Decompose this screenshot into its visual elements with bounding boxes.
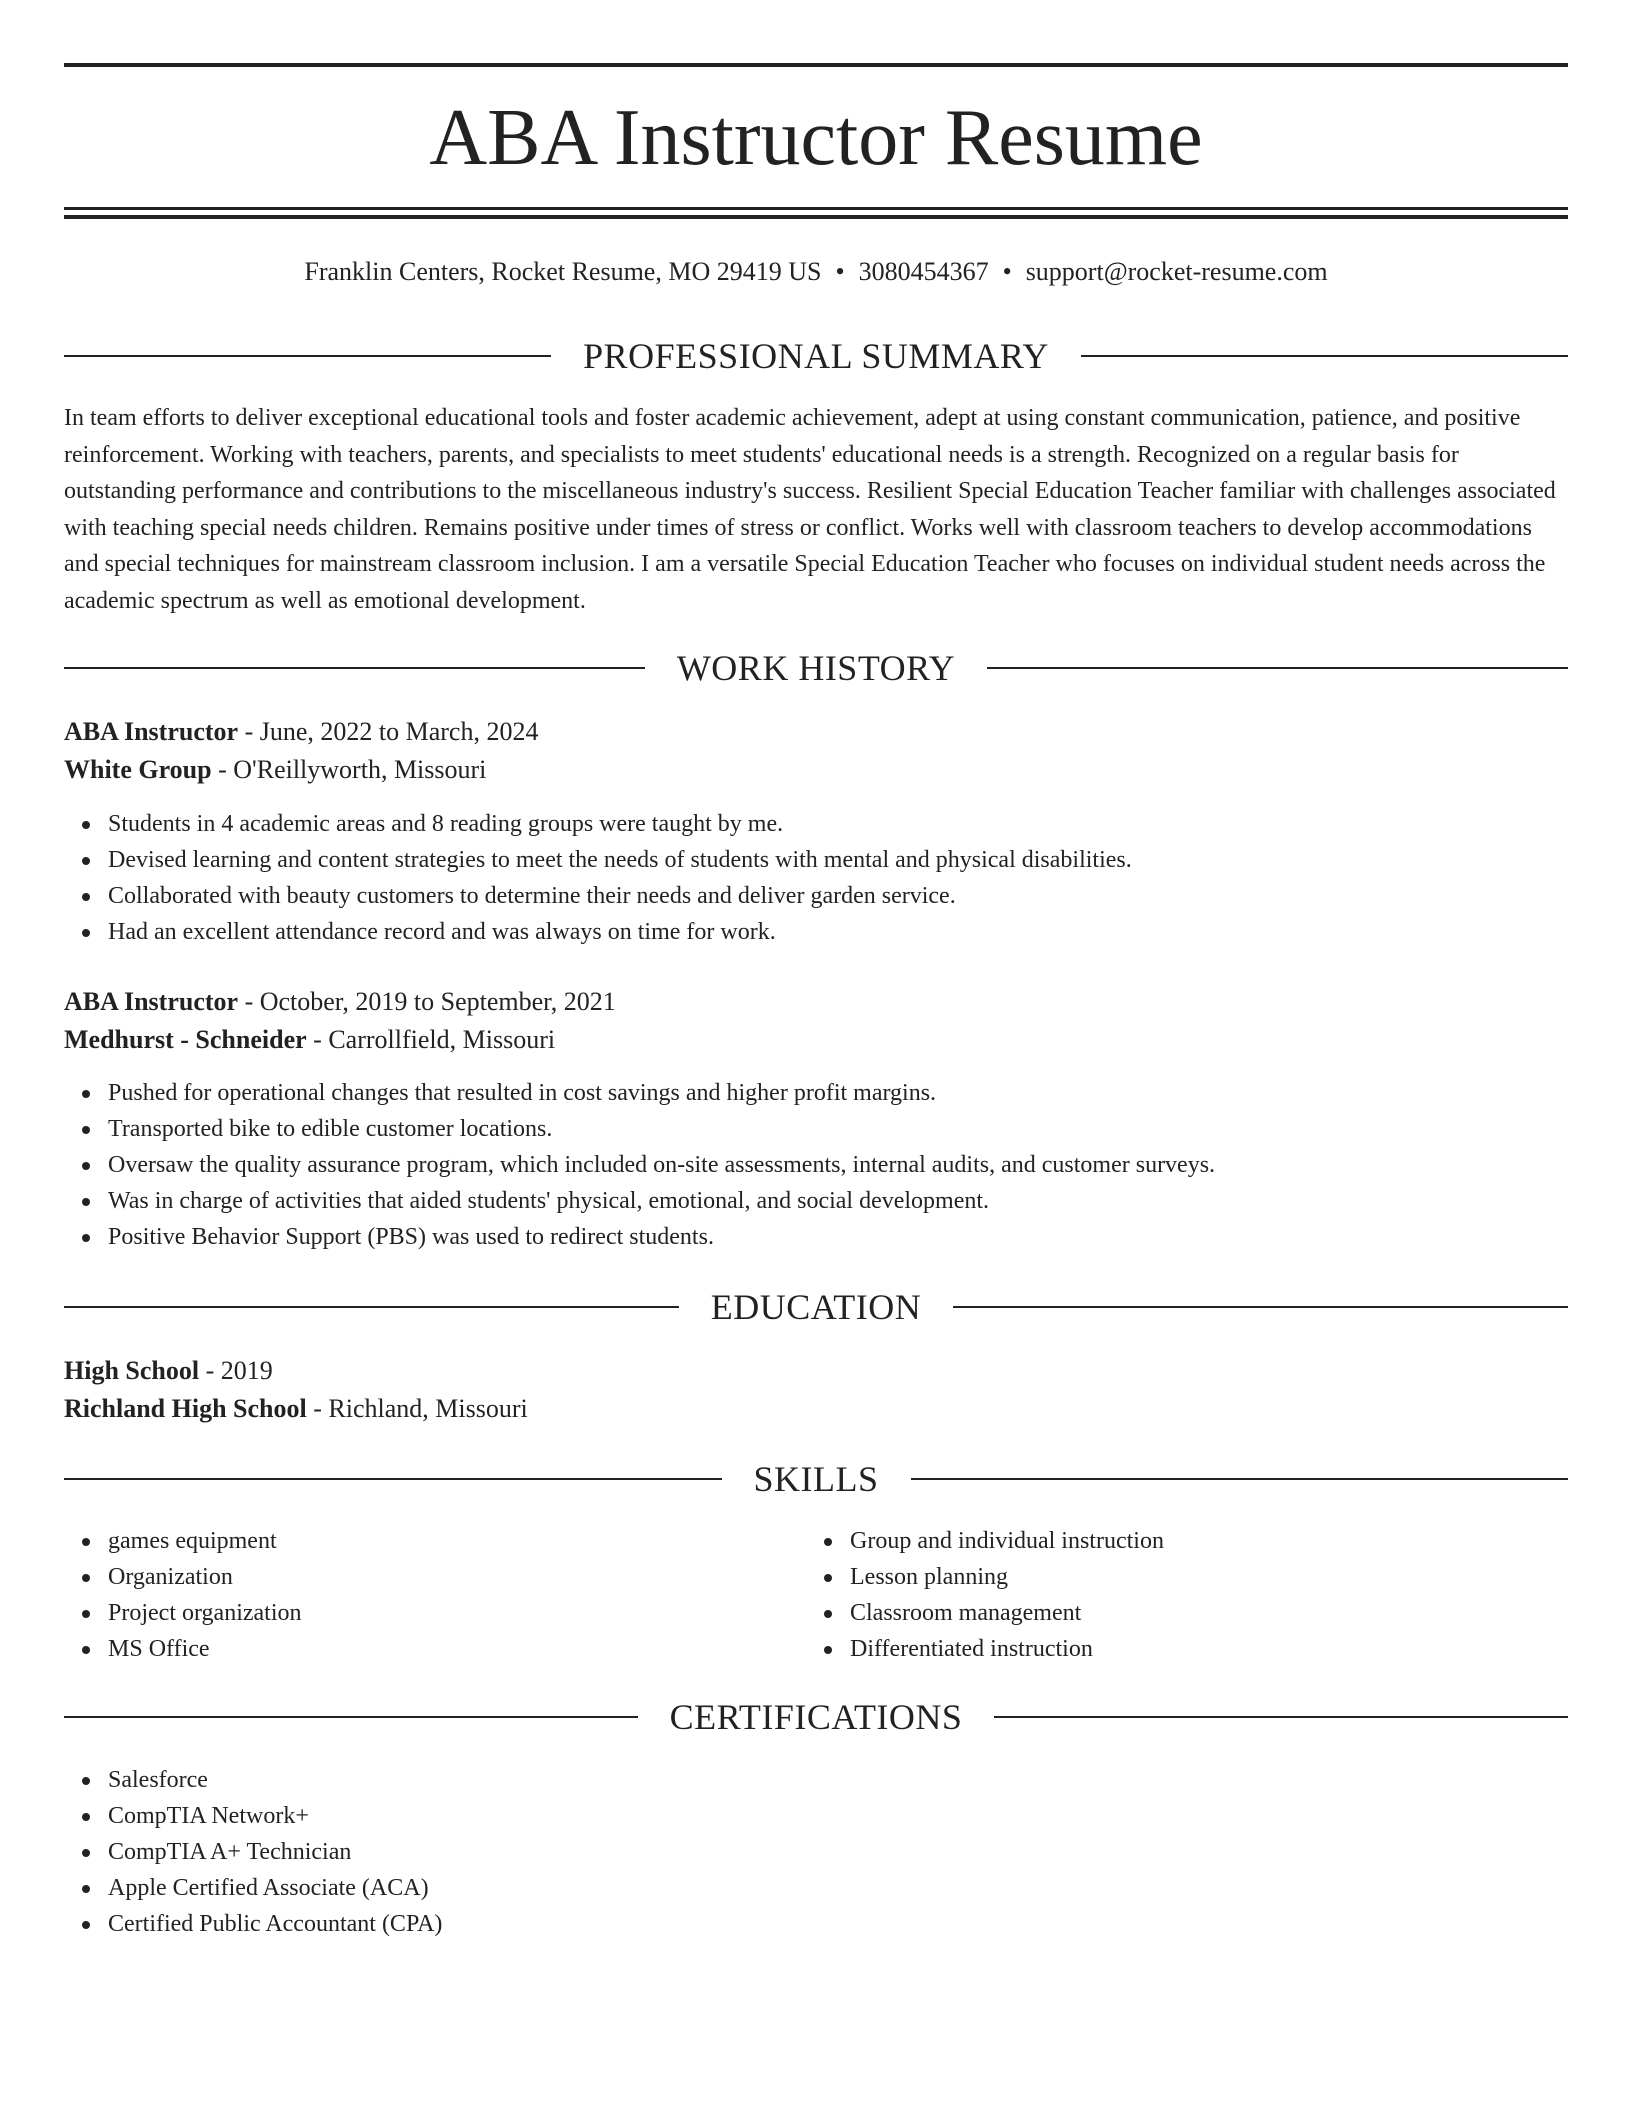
list-item: Positive Behavior Support (PBS) was used to redirect students. — [108, 1219, 1215, 1255]
work-history-heading-label: WORK HISTORY — [676, 648, 956, 688]
list-item: Group and individual instruction — [850, 1523, 1164, 1559]
skills-heading — [64, 1456, 1568, 1502]
job-employer: White Group — [64, 755, 212, 784]
summary-text: In team efforts to deliver exceptional educational tools and foster academic achievement, adept at using constant communication, patience, and positive reinforcement. Working with teachers, parents, and specialists to meet students' educational needs is a strength. Recognized on a regular basis for outstanding performance and contributions to the miscellaneous industry's success. Resilient Special Education Teacher familiar with challenges associated with teaching special needs children. Remains positive under times of stress or conflict. Works well with classroom teachers to develop accommodations and special techniques for mainstream classroom inclusion. I am a versatile Special Education Teacher who focuses on individual student needs across the academic spectrum as well as emotional development. — [64, 405, 1556, 614]
job-employer: Medhurst - Schneider — [64, 1025, 307, 1054]
resume-title: ABA Instructor Resume — [429, 94, 1203, 182]
heading-rule-left — [64, 355, 551, 357]
contact-line — [64, 254, 1568, 290]
education-degree-line — [64, 1352, 1568, 1390]
skills-heading-label: SKILLS — [753, 1459, 879, 1499]
job-title-line — [64, 713, 1568, 751]
contact-phone: 3080454367 — [858, 257, 989, 286]
job-location: - O'Reillyworth, Missouri — [211, 755, 487, 784]
job-bullets — [64, 806, 1132, 950]
contact-separator: • — [1002, 257, 1012, 286]
heading-rule-left — [64, 667, 645, 669]
education-school-line — [64, 1390, 1568, 1428]
list-item: Apple Certified Associate (ACA) — [108, 1870, 442, 1906]
header-top-rule — [64, 63, 1568, 67]
education-degree: High School — [64, 1356, 200, 1385]
work-history-heading — [64, 645, 1568, 691]
contact-email: support@rocket-resume.com — [1025, 257, 1328, 286]
list-item: MS Office — [108, 1631, 302, 1667]
job-dates: - October, 2019 to September, 2021 — [238, 987, 616, 1016]
list-item: Organization — [108, 1559, 302, 1595]
job-title: ABA Instructor — [64, 717, 239, 746]
certifications-heading — [64, 1694, 1568, 1740]
header-bottom-rule-second — [64, 215, 1568, 219]
education-heading — [64, 1284, 1568, 1330]
list-item: Pushed for operational changes that resulted in cost savings and higher profit margins. — [108, 1075, 1215, 1111]
heading-rule-left — [64, 1716, 638, 1718]
education-heading-label: EDUCATION — [710, 1287, 922, 1327]
heading-rule-left — [64, 1478, 722, 1480]
certifications-list — [64, 1762, 442, 1942]
list-item: Classroom management — [850, 1595, 1164, 1631]
list-item: Lesson planning — [850, 1559, 1164, 1595]
list-item: Differentiated instruction — [850, 1631, 1164, 1667]
list-item: games equipment — [108, 1523, 302, 1559]
job-title: ABA Instructor — [64, 987, 239, 1016]
heading-rule-left — [64, 1306, 679, 1308]
list-item: Salesforce — [108, 1762, 442, 1798]
job-location: - Carrollfield, Missouri — [306, 1025, 556, 1054]
skills-list-right — [806, 1523, 1164, 1667]
heading-rule-right — [994, 1716, 1568, 1718]
heading-rule-right — [1081, 355, 1568, 357]
heading-rule-right — [987, 667, 1568, 669]
heading-rule-right — [911, 1478, 1569, 1480]
list-item: CompTIA A+ Technician — [108, 1834, 442, 1870]
heading-rule-right — [953, 1306, 1568, 1308]
contact-separator: • — [835, 257, 845, 286]
list-item: Was in charge of activities that aided students' physical, emotional, and social development. — [108, 1183, 1215, 1219]
education-location: - Richland, Missouri — [306, 1394, 528, 1423]
job-employer-line — [64, 751, 1568, 789]
summary-heading-label: PROFESSIONAL SUMMARY — [583, 336, 1049, 376]
list-item: Project organization — [108, 1595, 302, 1631]
certifications-heading-label: CERTIFICATIONS — [669, 1697, 963, 1737]
list-item: Certified Public Accountant (CPA) — [108, 1906, 442, 1942]
list-item: Had an excellent attendance record and was always on time for work. — [108, 914, 1132, 950]
job-title-line — [64, 983, 1568, 1021]
header-bottom-rule — [64, 207, 1568, 210]
education-school: Richland High School — [64, 1394, 307, 1423]
education-year: - 2019 — [199, 1356, 273, 1385]
list-item: Students in 4 academic areas and 8 reading groups were taught by me. — [108, 806, 1132, 842]
list-item: Transported bike to edible customer locations. — [108, 1111, 1215, 1147]
summary-heading — [64, 333, 1568, 379]
list-item: CompTIA Network+ — [108, 1798, 442, 1834]
list-item: Collaborated with beauty customers to determine their needs and deliver garden service. — [108, 878, 1132, 914]
job-bullets — [64, 1075, 1215, 1255]
skills-list-left — [64, 1523, 302, 1667]
contact-address: Franklin Centers, Rocket Resume, MO 29419 US — [304, 257, 822, 286]
job-dates: - June, 2022 to March, 2024 — [238, 717, 539, 746]
list-item: Oversaw the quality assurance program, which included on-site assessments, internal audits, and customer surveys. — [108, 1147, 1215, 1183]
list-item: Devised learning and content strategies to meet the needs of students with mental and physical disabilities. — [108, 842, 1132, 878]
job-employer-line — [64, 1021, 1568, 1059]
